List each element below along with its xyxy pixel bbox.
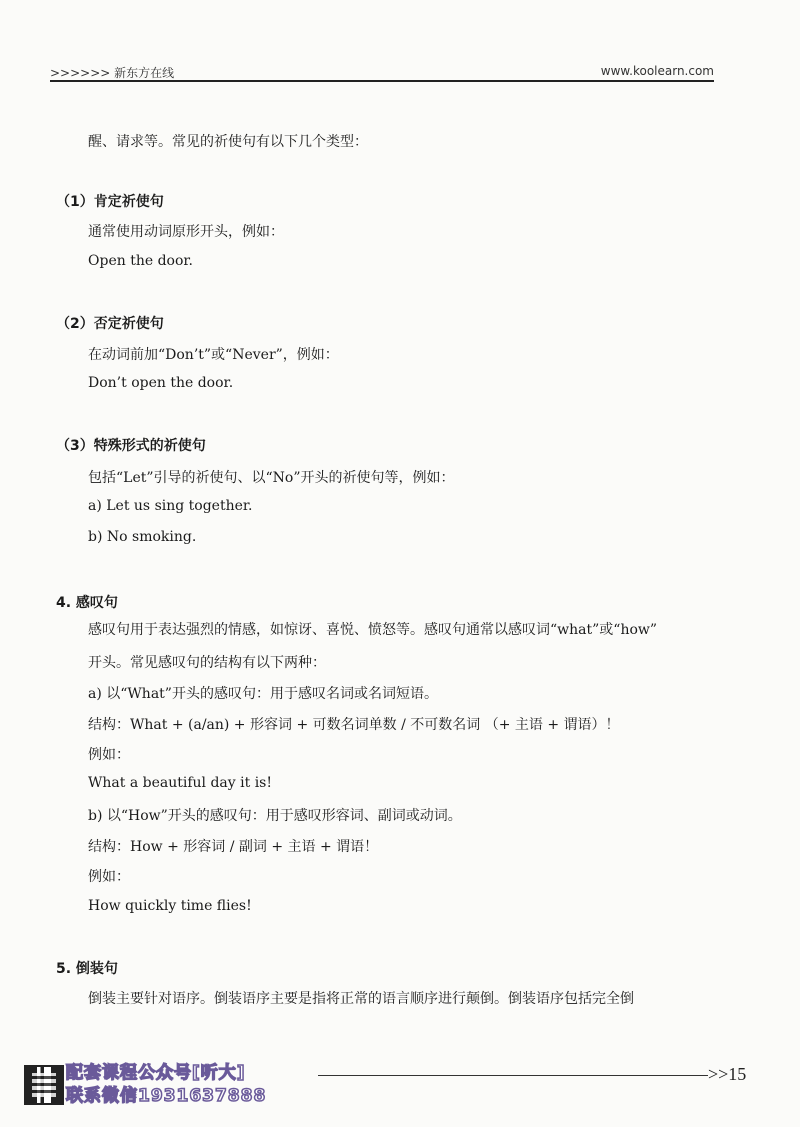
- page-number: >>15: [708, 1064, 747, 1084]
- text-line: 醒、请求等。常见的祈使句有以下几个类型：: [88, 134, 368, 150]
- promo-watermark: [66, 1062, 266, 1108]
- footer-rule: [318, 1075, 708, 1076]
- text-line: 结构：How + 形容词 / 副词 + 主语 + 谓语！: [88, 839, 379, 855]
- example-sentence: a) Let us sing together.: [88, 498, 253, 514]
- text-line: 开头。常见感叹句的结构有以下两种：: [88, 655, 326, 671]
- text-line: 感叹句用于表达强烈的情感，如惊讶、喜悦、愤怒等。感叹句通常以感叹词“what”或“how”: [88, 622, 658, 638]
- section-heading: （3）特殊形式的祈使句: [56, 438, 206, 454]
- text-line: 例如：: [88, 869, 130, 885]
- section-heading: （2）否定祈使句: [56, 316, 164, 332]
- example-sentence: What a beautiful day it is!: [88, 775, 272, 791]
- example-sentence: Open the door.: [88, 253, 193, 269]
- text-line: 在动词前加“Don’t”或“Never”，例如：: [88, 347, 339, 363]
- example-sentence: How quickly time flies!: [88, 898, 252, 914]
- promo-line-2: 联系微信1931637888: [66, 1086, 267, 1106]
- text-line: 例如：: [88, 747, 130, 763]
- text-line: 通常使用动词原形开头，例如：: [88, 224, 284, 240]
- example-sentence: Don’t open the door.: [88, 375, 234, 391]
- text-line: 倒装主要针对语序。倒装语序主要是指将正常的语言顺序进行颠倒。倒装语序包括完全倒: [88, 991, 634, 1007]
- header-url: www.koolearn.com: [600, 64, 714, 78]
- qr-code-icon: [24, 1065, 64, 1105]
- section-heading: （1）肯定祈使句: [56, 194, 164, 210]
- text-line: a) 以“What”开头的感叹句：用于感叹名词或名词短语。: [88, 686, 438, 702]
- promo-line-1: 配套课程公众号[听大]: [66, 1063, 246, 1083]
- section-heading: 4. 感叹句: [56, 595, 118, 611]
- section-heading: 5. 倒装句: [56, 961, 118, 977]
- text-line: b) 以“How”开头的感叹句：用于感叹形容词、副词或动词。: [88, 808, 462, 824]
- header-brand: >>>>>> 新东方在线: [50, 66, 175, 80]
- example-sentence: b) No smoking.: [88, 529, 197, 545]
- text-line: 包括“Let”引导的祈使句、以“No”开头的祈使句等，例如：: [88, 470, 455, 486]
- header-rule: [50, 80, 714, 82]
- page-header: [50, 62, 714, 82]
- text-line: 结构：What + (a/an) + 形容词 + 可数名词单数 / 不可数名词 （+ 主语 + 谓语）！: [88, 717, 620, 733]
